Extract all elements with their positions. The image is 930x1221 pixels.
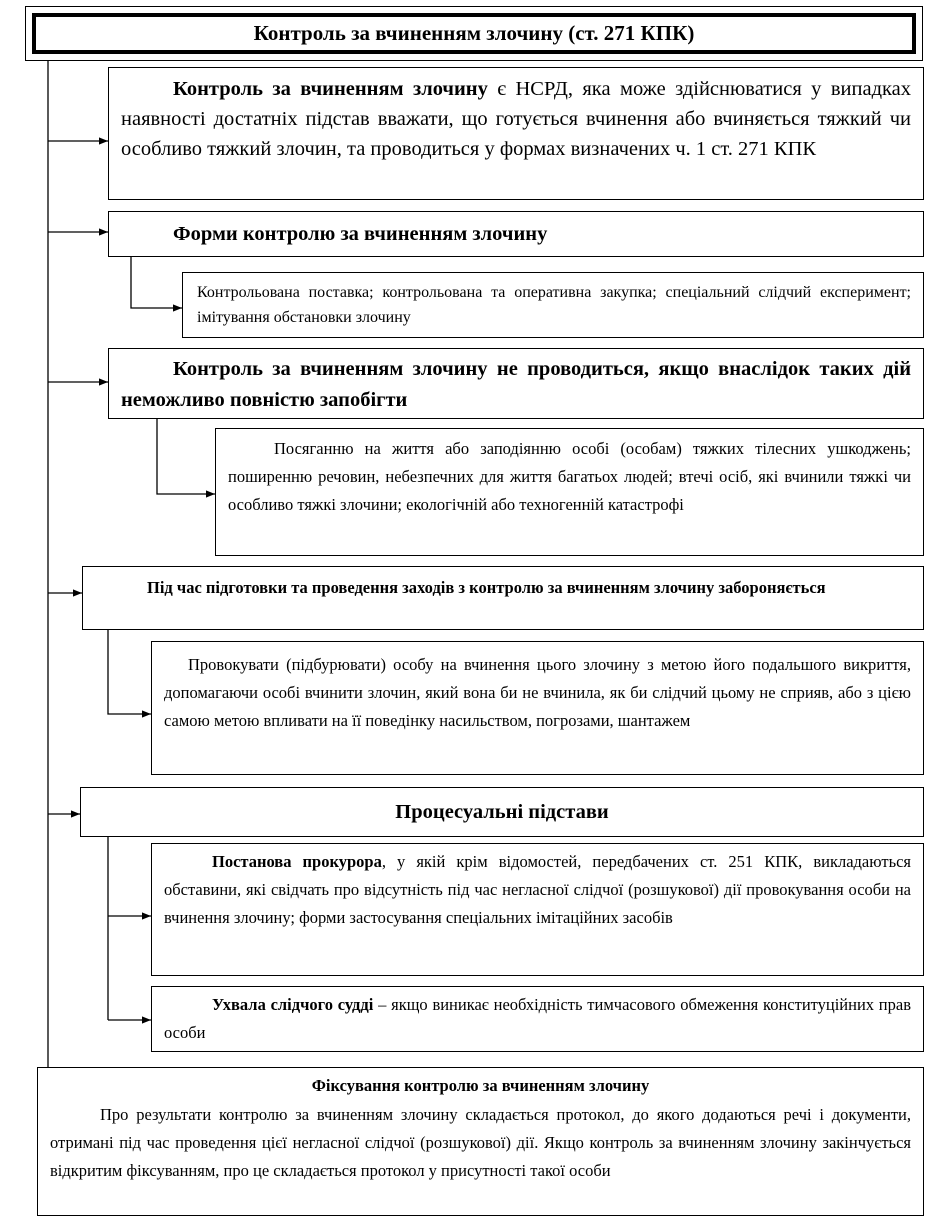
arrow-not-conducted-text <box>157 419 215 494</box>
prosecutor-text <box>164 848 911 932</box>
forms-heading: Форми контролю за вчиненням злочину <box>173 223 548 245</box>
not-conducted-text-box <box>215 428 924 556</box>
definition-box <box>108 67 924 200</box>
prosecutor-term: Постанова прокурора <box>212 852 382 871</box>
forms-items-box <box>182 272 924 338</box>
judge-term: Ухвала слідчого судді <box>212 995 374 1014</box>
prohibited-text-box <box>151 641 924 775</box>
recording-text: Про результати контролю за вчиненням злочину складається протокол, до якого додаються речі і документи, отримані під час проведення цієї негласної слідчої (розшукової) дії. Якщо контроль за вчиненням злочину закінчується відкритим фіксуванням, про це складається протокол у присутності такої особи <box>50 1105 911 1180</box>
not-conducted-heading-box <box>108 348 924 419</box>
prohibited-text: Провокувати (підбурювати) особу на вчинення цього злочину з метою його подальшого викриття, допомагаючи особі вчинити злочин, який вона би не вчинила, як би слідчий цьому не сприяв, або з цією самою метою впливати на її поведінку насильством, погрозами, шантажем <box>164 655 911 730</box>
definition-term: Контроль за вчиненням злочину <box>173 78 488 100</box>
prosecutor-box <box>151 843 924 976</box>
forms-items: Контрольована поставка; контрольована та оперативна закупка; спеціальний слідчий експеримент; імітування обстановки злочину <box>197 284 911 326</box>
judge-box <box>151 986 924 1052</box>
diagram-title: Контроль за вчиненням злочину (ст. 271 КПК) <box>32 13 916 54</box>
not-conducted-heading: Контроль за вчиненням злочину не проводиться, якщо внаслідок таких дій неможливо повністю запобігти <box>121 358 911 411</box>
judge-text <box>164 991 911 1047</box>
not-conducted-text: Посяганню на життя або заподіянню особі (особам) тяжких тілесних ушкоджень; поширенню речовин, небезпечних для життя багатьох людей; втечі осіб, які вчинили тяжкі чи особливо тяжкі злочини; екологічній або техногенній катастрофі <box>228 439 911 514</box>
prosecutor-body: , у якій крім відомостей, передбачених ст. 251 КПК, викладаються обставини, які свідчать про відсутність під час негласної слідчої (розшукової) дії провокування особи на вчинення злочину; форми застосування спеціальних імітаційних засобів <box>164 852 912 927</box>
arrow-prohibited-text <box>108 630 151 714</box>
prohibited-heading-box <box>82 566 924 630</box>
arrow-forms-items <box>131 257 182 308</box>
recording-box <box>37 1067 924 1216</box>
definition-body: є НСРД, яка може здійснюватися у випадках наявності достатніх підстав вважати, що готується вчинення або вчиняється тяжкий чи особливо тяжкий злочин, та проводиться у формах визначених ч. 1 ст. 271 КПК <box>121 78 911 160</box>
title-box <box>25 6 923 61</box>
prohibited-heading: Під час підготовки та проведення заходів з контролю за вчиненням злочину забороняється <box>147 578 826 597</box>
recording-heading: Фіксування контролю за вчиненням злочину <box>311 1076 650 1095</box>
grounds-heading: Процесуальні підстави <box>395 801 609 823</box>
forms-heading-box <box>108 211 924 257</box>
grounds-heading-box <box>80 787 924 837</box>
definition-text <box>121 74 911 164</box>
judge-body: – якщо виникає необхідність тимчасового обмеження конституційних прав особи <box>164 995 911 1042</box>
